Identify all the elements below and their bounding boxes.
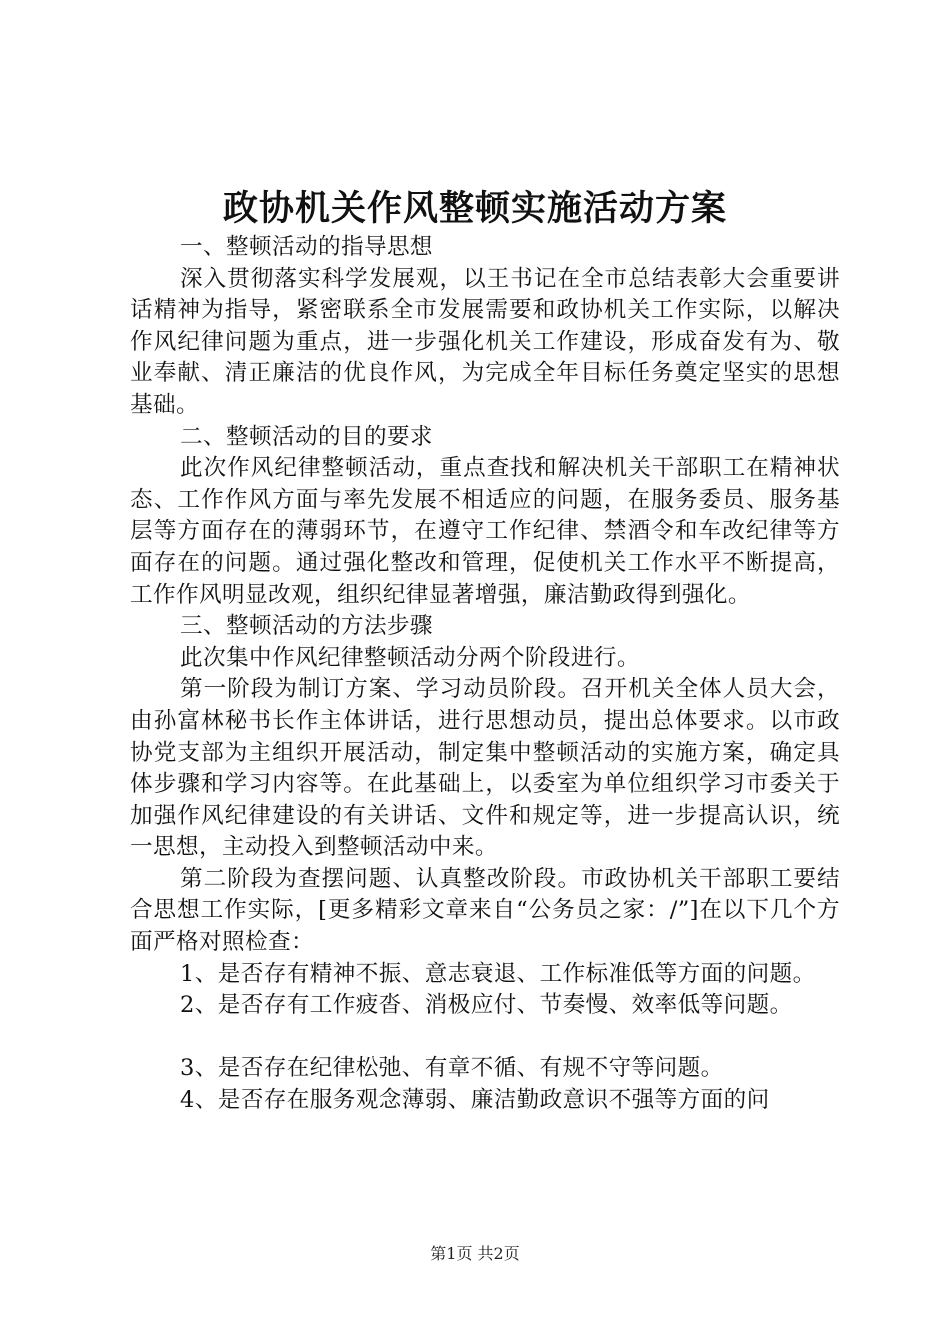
body-paragraph: 第一阶段为制订方案、学习动员阶段。召开机关全体人员大会，由孙富林秘书长作主体讲话，进行思想动员，提出总体要求。以市政协党支部为主组织开展活动，制定集中整顿活动的实施方案，确定具体步骤和学习内容等。在此基础上，以委室为单位组织学习市委关于加强作风纪律建设的有关讲话、文件和规定等，进一步提高认识，统一思想，主动投入到整顿活动中来。	[130, 676, 840, 861]
body-paragraph: 此次集中作风纪律整顿活动分两个阶段进行。	[180, 644, 640, 671]
section-heading-1: 一、整顿活动的指导思想	[180, 234, 433, 260]
list-item: 3、是否存在纪律松弛、有章不循、有规不守等问题。	[180, 1055, 724, 1082]
section-heading-2: 二、整顿活动的目的要求	[180, 423, 433, 450]
document-body	[130, 232, 840, 1117]
body-paragraph: 此次作风纪律整顿活动，重点查找和解决机关干部职工在精神状态、工作作风方面与率先发展不相适应的问题，在服务委员、服务基层等方面存在的薄弱环节，在遵守工作纪律、禁酒令和车改纪律等方面存在的问题。通过强化整改和管理，促使机关工作水平不断提高，工作作风明显改观，组织纪律显著增强，廉洁勤政得到强化。	[130, 455, 840, 608]
page-number-footer: 第1页 共2页	[430, 1244, 520, 1263]
document-title: 政协机关作风整顿实施活动方案	[222, 188, 727, 229]
section-heading-3: 三、整顿活动的方法步骤	[180, 613, 433, 640]
list-item: 2、是否存有工作疲沓、消极应付、节奏慢、效率低等问题。	[180, 992, 793, 1019]
body-paragraph: 深入贯彻落实科学发展观，以王书记在全市总结表彰大会重要讲话精神为指导，紧密联系全市发展需要和政协机关工作实际，以解决作风纪律问题为重点，进一步强化机关工作建设，形成奋发有为、敬业奉献、清正廉洁的优良作风，为完成全年目标任务奠定坚实的思想基础。	[130, 265, 840, 418]
list-item: 4、是否存在服务观念薄弱、廉洁勤政意识不强等方面的问	[180, 1087, 770, 1114]
body-paragraph: 第二阶段为查摆问题、认真整改阶段。市政协机关干部职工要结合思想工作实际，[更多精彩文章来自“公务员之家：/”]在以下几个方面严格对照检查：	[130, 865, 840, 956]
list-item: 1、是否存有精神不振、意志衰退、工作标准低等方面的问题。	[180, 960, 816, 987]
